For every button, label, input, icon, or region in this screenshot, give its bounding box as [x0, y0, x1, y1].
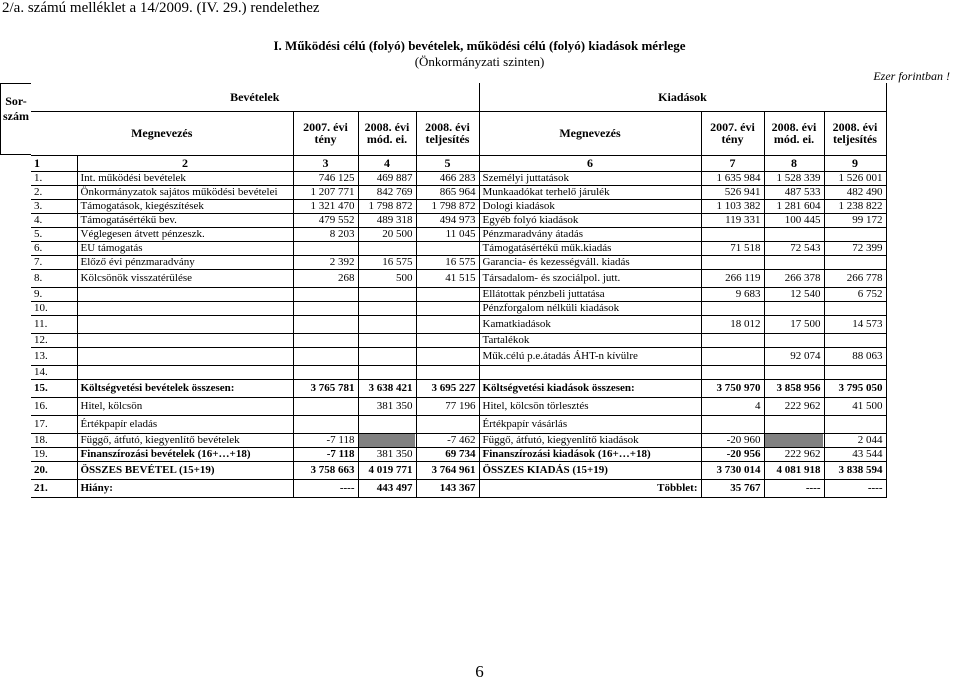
expense-name-header: Megnevezés	[479, 111, 701, 155]
expense-2008-mod-header: 2008. évi mód. ei.	[764, 111, 824, 155]
expense-2008-mod: 222 962	[764, 447, 824, 461]
expense-2008-mod: 1 281 604	[764, 199, 824, 213]
table-row	[31, 315, 886, 333]
expense-name: Finanszírozási kiadások (16+…+18)	[479, 447, 701, 461]
revenue-2008-mod: 500	[358, 269, 416, 287]
column-number: 1	[31, 155, 77, 171]
expense-2007: 526 941	[701, 185, 764, 199]
revenue-2007: 746 125	[293, 171, 358, 185]
revenue-2007	[293, 301, 358, 315]
expense-name: Értékpapír vásárlás	[479, 415, 701, 433]
expense-2008-telj: 3 795 050	[824, 379, 886, 397]
row-number: 17.	[31, 415, 77, 433]
revenue-name: Támogatások, kiegészítések	[77, 199, 293, 213]
revenue-2008-telj	[416, 365, 479, 379]
expense-name: Költségvetési kiadások összesen:	[479, 379, 701, 397]
row-number: 14.	[31, 365, 77, 379]
revenue-2007: ----	[293, 479, 358, 497]
table-row	[31, 461, 886, 479]
revenue-2008-telj: 16 575	[416, 255, 479, 269]
expense-name: Társadalom- és szociálpol. jutt.	[479, 269, 701, 287]
table-sub-title: (Önkormányzati szinten)	[414, 54, 545, 69]
expense-2008-telj: 6 752	[824, 287, 886, 301]
revenue-2007: 3 765 781	[293, 379, 358, 397]
row-number: 2.	[31, 185, 77, 199]
expense-2008-mod	[764, 301, 824, 315]
expense-2008-mod	[764, 227, 824, 241]
row-number: 21.	[31, 479, 77, 497]
expense-2008-mod	[764, 415, 824, 433]
revenue-2008-telj	[416, 333, 479, 347]
revenue-name	[77, 365, 293, 379]
revenue-2007: 1 321 470	[293, 199, 358, 213]
revenue-2008-mod: 489 318	[358, 213, 416, 227]
table-row	[31, 287, 886, 301]
revenue-2008-telj: 494 973	[416, 213, 479, 227]
expense-2007: 119 331	[701, 213, 764, 227]
table-row	[31, 241, 886, 255]
expense-name: Dologi kiadások	[479, 199, 701, 213]
revenue-2008-telj: 3 764 961	[416, 461, 479, 479]
page-number: 6	[475, 662, 484, 681]
expense-2007: 3 730 014	[701, 461, 764, 479]
expense-2007	[701, 301, 764, 315]
revenue-2007	[293, 347, 358, 365]
expense-2007: 4	[701, 397, 764, 415]
expense-2007-header: 2007. évi tény	[701, 111, 764, 155]
document-title: 2/a. számú melléklet a 14/2009. (IV. 29.) rendelethez	[2, 0, 320, 16]
revenue-2008-telj: -7 462	[416, 433, 479, 447]
table-row	[31, 347, 886, 365]
revenue-name: Előző évi pénzmaradvány	[77, 255, 293, 269]
expense-2008-mod: 222 962	[764, 397, 824, 415]
expense-2007: -20 960	[701, 433, 764, 447]
expense-2007: 71 518	[701, 241, 764, 255]
expense-name: Támogatásértékű műk.kiadás	[479, 241, 701, 255]
revenue-2007: 8 203	[293, 227, 358, 241]
table-main-title: I. Működési célú (folyó) bevételek, működési célú (folyó) kiadások mérlege	[273, 38, 686, 53]
expense-2007	[701, 255, 764, 269]
expense-2008-mod: 12 540	[764, 287, 824, 301]
row-number: 12.	[31, 333, 77, 347]
revenue-2008-mod	[358, 347, 416, 365]
sorszam-header: Sor- szám	[0, 83, 31, 155]
revenue-2007-header: 2007. évi tény	[293, 111, 358, 155]
revenue-2007: -7 118	[293, 447, 358, 461]
expense-2008-telj: 99 172	[824, 213, 886, 227]
expense-2008-telj: 266 778	[824, 269, 886, 287]
table-row	[31, 185, 886, 199]
revenue-2007: 2 392	[293, 255, 358, 269]
revenue-name	[77, 333, 293, 347]
revenue-name	[77, 315, 293, 333]
expense-2008-mod: 17 500	[764, 315, 824, 333]
expense-2007	[701, 227, 764, 241]
row-number: 3.	[31, 199, 77, 213]
revenue-2008-mod	[358, 415, 416, 433]
row-number: 7.	[31, 255, 77, 269]
revenue-2008-mod	[358, 315, 416, 333]
expense-name: Függő, átfutó, kiegyenlítő kiadások	[479, 433, 701, 447]
revenue-group-header: Bevételek	[31, 83, 479, 111]
revenue-2008-telj	[416, 347, 479, 365]
table-row	[31, 199, 886, 213]
expense-2008-telj	[824, 255, 886, 269]
table-row	[31, 269, 886, 287]
revenue-2008-mod: 3 638 421	[358, 379, 416, 397]
revenue-name: Függő, átfutó, kiegyenlítő bevételek	[77, 433, 293, 447]
expense-name: Pénzmaradvány átadás	[479, 227, 701, 241]
expense-2008-mod	[764, 333, 824, 347]
expense-2008-telj: 43 544	[824, 447, 886, 461]
revenue-name: Kölcsönök visszatérülése	[77, 269, 293, 287]
row-number: 8.	[31, 269, 77, 287]
revenue-2008-mod	[358, 301, 416, 315]
revenue-2007	[293, 287, 358, 301]
table-row	[31, 365, 886, 379]
revenue-name	[77, 287, 293, 301]
expense-name: Személyi juttatások	[479, 171, 701, 185]
revenue-2008-mod	[358, 241, 416, 255]
revenue-2007: 479 552	[293, 213, 358, 227]
revenue-2008-telj: 466 283	[416, 171, 479, 185]
expense-2007	[701, 347, 764, 365]
column-number: 2	[77, 155, 293, 171]
revenue-2008-telj	[416, 241, 479, 255]
expense-2007: 3 750 970	[701, 379, 764, 397]
table-row	[31, 447, 886, 461]
revenue-name	[77, 301, 293, 315]
table-row	[31, 479, 886, 497]
revenue-2008-mod: 16 575	[358, 255, 416, 269]
revenue-name: Önkormányzatok sajátos működési bevételei	[77, 185, 293, 199]
expense-name: ÖSSZES KIADÁS (15+19)	[479, 461, 701, 479]
expense-2008-telj: 2 044	[824, 433, 886, 447]
expense-2008-telj-header: 2008. évi teljesítés	[824, 111, 886, 155]
expense-2008-mod: 1 528 339	[764, 171, 824, 185]
revenue-2008-mod: 20 500	[358, 227, 416, 241]
table-row	[31, 255, 886, 269]
revenue-2007	[293, 315, 358, 333]
row-number: 6.	[31, 241, 77, 255]
revenue-2008-mod: 381 350	[358, 447, 416, 461]
revenue-name: Int. működési bevételek	[77, 171, 293, 185]
expense-2008-mod: 266 378	[764, 269, 824, 287]
revenue-2008-telj: 1 798 872	[416, 199, 479, 213]
table-row	[31, 333, 886, 347]
table-row	[31, 227, 886, 241]
revenue-2008-mod-header: 2008. évi mód. ei.	[358, 111, 416, 155]
revenue-name: ÖSSZES BEVÉTEL (15+19)	[77, 461, 293, 479]
expense-group-header: Kiadások	[479, 83, 886, 111]
revenue-2008-mod: 381 350	[358, 397, 416, 415]
row-number: 16.	[31, 397, 77, 415]
revenue-2007: 3 758 663	[293, 461, 358, 479]
revenue-2008-telj	[416, 415, 479, 433]
revenue-2008-telj: 77 196	[416, 397, 479, 415]
revenue-2008-telj	[416, 301, 479, 315]
column-number: 5	[416, 155, 479, 171]
expense-2008-mod: 487 533	[764, 185, 824, 199]
expense-2007: 35 767	[701, 479, 764, 497]
revenue-2008-telj: 143 367	[416, 479, 479, 497]
revenue-2008-telj-header: 2008. évi teljesítés	[416, 111, 479, 155]
expense-2008-mod	[764, 433, 824, 447]
expense-2008-mod: 3 858 956	[764, 379, 824, 397]
revenue-2007	[293, 333, 358, 347]
table-row	[31, 433, 886, 447]
expense-2008-mod	[764, 255, 824, 269]
table-row	[31, 379, 886, 397]
revenue-2008-telj	[416, 315, 479, 333]
expense-2008-telj: 3 838 594	[824, 461, 886, 479]
row-number: 4.	[31, 213, 77, 227]
revenue-2007: 1 207 771	[293, 185, 358, 199]
revenue-2008-mod: 1 798 872	[358, 199, 416, 213]
row-number: 15.	[31, 379, 77, 397]
column-number: 9	[824, 155, 886, 171]
revenue-2008-mod	[358, 287, 416, 301]
unit-note: Ezer forintban !	[873, 69, 950, 83]
revenue-name: Véglegesen átvett pénzeszk.	[77, 227, 293, 241]
row-number: 9.	[31, 287, 77, 301]
expense-2008-telj	[824, 333, 886, 347]
column-number: 3	[293, 155, 358, 171]
revenue-2007	[293, 397, 358, 415]
expense-name: Ellátottak pénzbeli juttatása	[479, 287, 701, 301]
expense-2008-telj: 88 063	[824, 347, 886, 365]
revenue-2008-telj: 865 964	[416, 185, 479, 199]
expense-name: Többlet:	[479, 479, 701, 497]
revenue-2007	[293, 241, 358, 255]
expense-2008-mod: 100 445	[764, 213, 824, 227]
row-number: 20.	[31, 461, 77, 479]
expense-2007	[701, 333, 764, 347]
expense-2008-telj: 72 399	[824, 241, 886, 255]
revenue-2008-mod: 469 887	[358, 171, 416, 185]
revenue-2008-telj: 11 045	[416, 227, 479, 241]
expense-2008-mod: 92 074	[764, 347, 824, 365]
expense-2008-telj: 14 573	[824, 315, 886, 333]
revenue-2007: -7 118	[293, 433, 358, 447]
column-number: 4	[358, 155, 416, 171]
expense-name: Pénzforgalom nélküli kiadások	[479, 301, 701, 315]
table-row	[31, 397, 886, 415]
column-number: 6	[479, 155, 701, 171]
expense-2008-telj	[824, 301, 886, 315]
revenue-name: Támogatásértékű bev.	[77, 213, 293, 227]
revenue-2008-mod	[358, 365, 416, 379]
expense-name: Műk.célú p.e.átadás ÁHT-n kívülre	[479, 347, 701, 365]
revenue-name: Hitel, kölcsön	[77, 397, 293, 415]
expense-name: Kamatkiadások	[479, 315, 701, 333]
expense-name: Tartalékok	[479, 333, 701, 347]
expense-name: Garancia- és kezességváll. kiadás	[479, 255, 701, 269]
expense-name: Egyéb folyó kiadások	[479, 213, 701, 227]
revenue-2007: 268	[293, 269, 358, 287]
revenue-name-header: Megnevezés	[31, 111, 293, 155]
table-row	[31, 415, 886, 433]
expense-2008-telj: 1 526 001	[824, 171, 886, 185]
row-number: 18.	[31, 433, 77, 447]
row-number: 1.	[31, 171, 77, 185]
table-row	[31, 301, 886, 315]
balance-table	[31, 83, 887, 498]
table-row	[31, 171, 886, 185]
revenue-name	[77, 347, 293, 365]
expense-2007: -20 956	[701, 447, 764, 461]
expense-2008-mod: 4 081 918	[764, 461, 824, 479]
revenue-2008-mod: 443 497	[358, 479, 416, 497]
revenue-2008-mod: 4 019 771	[358, 461, 416, 479]
expense-name: Hitel, kölcsön törlesztés	[479, 397, 701, 415]
expense-name	[479, 365, 701, 379]
expense-2007: 266 119	[701, 269, 764, 287]
expense-2007: 9 683	[701, 287, 764, 301]
expense-2007	[701, 365, 764, 379]
column-number: 8	[764, 155, 824, 171]
expense-2008-telj: 482 490	[824, 185, 886, 199]
revenue-2007	[293, 415, 358, 433]
revenue-name: EU támogatás	[77, 241, 293, 255]
expense-2007: 1 103 382	[701, 199, 764, 213]
row-number: 5.	[31, 227, 77, 241]
revenue-2008-telj: 41 515	[416, 269, 479, 287]
row-number: 10.	[31, 301, 77, 315]
revenue-name: Költségvetési bevételek összesen:	[77, 379, 293, 397]
table-row	[31, 213, 886, 227]
expense-2007: 1 635 984	[701, 171, 764, 185]
expense-2008-telj: ----	[824, 479, 886, 497]
expense-2007: 18 012	[701, 315, 764, 333]
row-number: 11.	[31, 315, 77, 333]
revenue-2007	[293, 365, 358, 379]
expense-2008-mod: 72 543	[764, 241, 824, 255]
expense-name: Munkaadókat terhelő járulék	[479, 185, 701, 199]
revenue-2008-telj: 69 734	[416, 447, 479, 461]
revenue-2008-mod	[358, 433, 416, 447]
expense-2008-mod: ----	[764, 479, 824, 497]
revenue-2008-telj	[416, 287, 479, 301]
expense-2008-telj	[824, 415, 886, 433]
revenue-2008-mod	[358, 333, 416, 347]
expense-2008-telj: 41 500	[824, 397, 886, 415]
expense-2008-telj	[824, 227, 886, 241]
revenue-2008-mod: 842 769	[358, 185, 416, 199]
row-number: 13.	[31, 347, 77, 365]
expense-2008-mod	[764, 365, 824, 379]
revenue-name: Értékpapír eladás	[77, 415, 293, 433]
row-number: 19.	[31, 447, 77, 461]
revenue-name: Finanszírozási bevételek (16+…+18)	[77, 447, 293, 461]
expense-2008-telj	[824, 365, 886, 379]
revenue-2008-telj: 3 695 227	[416, 379, 479, 397]
expense-2007	[701, 415, 764, 433]
revenue-name: Hiány:	[77, 479, 293, 497]
column-number: 7	[701, 155, 764, 171]
expense-2008-telj: 1 238 822	[824, 199, 886, 213]
